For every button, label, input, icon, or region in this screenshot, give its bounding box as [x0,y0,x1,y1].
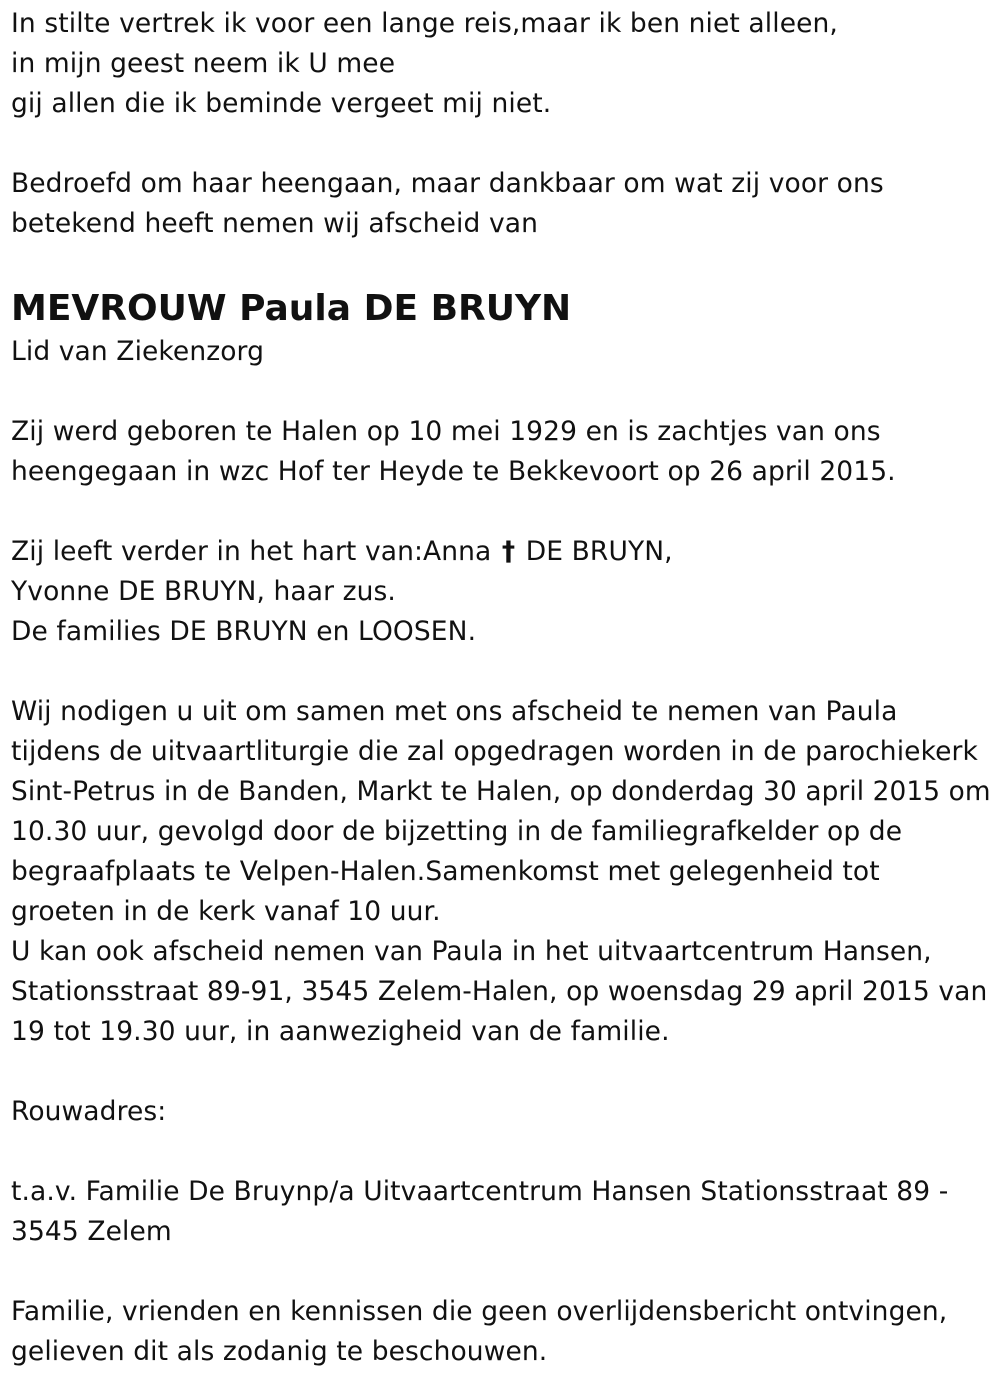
survivors-line [11,532,996,572]
survivors-line: De families DE BRUYN en LOOSEN. [11,616,477,647]
poem-line: gij allen die ik beminde vergeet mij niet. [11,88,552,119]
closing-line: gelieven dit als zodanig te beschouwen. [11,1336,548,1367]
funeral-paragraph [11,692,996,1052]
funeral-line: groeten in de kerk vanaf 10 uur. [11,896,441,927]
birth-death-line: heengegaan in wzc Hof ter Heyde te Bekkevoort op 26 april 2015. [11,456,896,487]
funeral-line: Sint-Petrus in de Banden, Markt te Halen, op donderdag 30 april 2015 om [11,777,991,807]
funeral-line: 10.30 uur, gevolgd door de bijzetting in de familiegrafkelder op de [11,816,903,847]
birth-death-line: Zij werd geboren te Halen op 10 mei 1929 en is zachtjes van ons [11,416,881,447]
poem-line: in mijn geest neem ik U mee [11,48,396,79]
funeral-line: U kan ook afscheid nemen van Paula in het uitvaartcentrum Hansen, [11,936,932,967]
death-notice [11,4,996,1372]
poem [11,4,996,124]
closing-paragraph [11,1292,996,1372]
poem-line: In stilte vertrek ik voor een lange reis,maar ik ben niet alleen, [11,8,838,39]
address-line: 3545 Zelem [11,1216,172,1247]
funeral-line: Stationsstraat 89-91, 3545 Zelem-Halen, op woensdag 29 april 2015 van [11,976,988,1007]
survivors-line: Yvonne DE BRUYN, haar zus. [11,576,396,607]
deceased-block [11,286,996,372]
survivors-text-before: Zij leeft verder in het hart van:Anna [11,536,492,567]
birth-death-paragraph [11,412,996,492]
funeral-line: 19 tot 19.30 uur, in aanwezigheid van de familie. [11,1016,670,1047]
intro-line: betekend heeft nemen wij afscheid van [11,208,538,239]
closing-line: Familie, vrienden en kennissen die geen overlijdensbericht ontvingen, [11,1296,948,1327]
funeral-line: Wij nodigen u uit om samen met ons afscheid te nemen van Paula [11,696,898,727]
address-block [11,1172,996,1252]
intro-paragraph [11,164,996,244]
intro-line: Bedroefd om haar heengaan, maar dankbaar om wat zij voor ons [11,168,884,199]
survivors-text-after: DE BRUYN, [525,536,673,567]
address-line: t.a.v. Familie De Bruynp/a Uitvaartcentrum Hansen Stationsstraat 89 - [11,1176,949,1207]
cross-icon: † [501,536,516,567]
address-label: Rouwadres: [11,1096,167,1127]
deceased-name: MEVROUW Paula DE BRUYN [11,288,572,329]
membership-line: Lid van Ziekenzorg [11,336,265,367]
survivors-paragraph [11,532,996,652]
funeral-line: tijdens de uitvaartliturgie die zal opgedragen worden in de parochiekerk [11,736,978,767]
funeral-line: begraafplaats te Velpen-Halen.Samenkomst met gelegenheid tot [11,856,880,887]
